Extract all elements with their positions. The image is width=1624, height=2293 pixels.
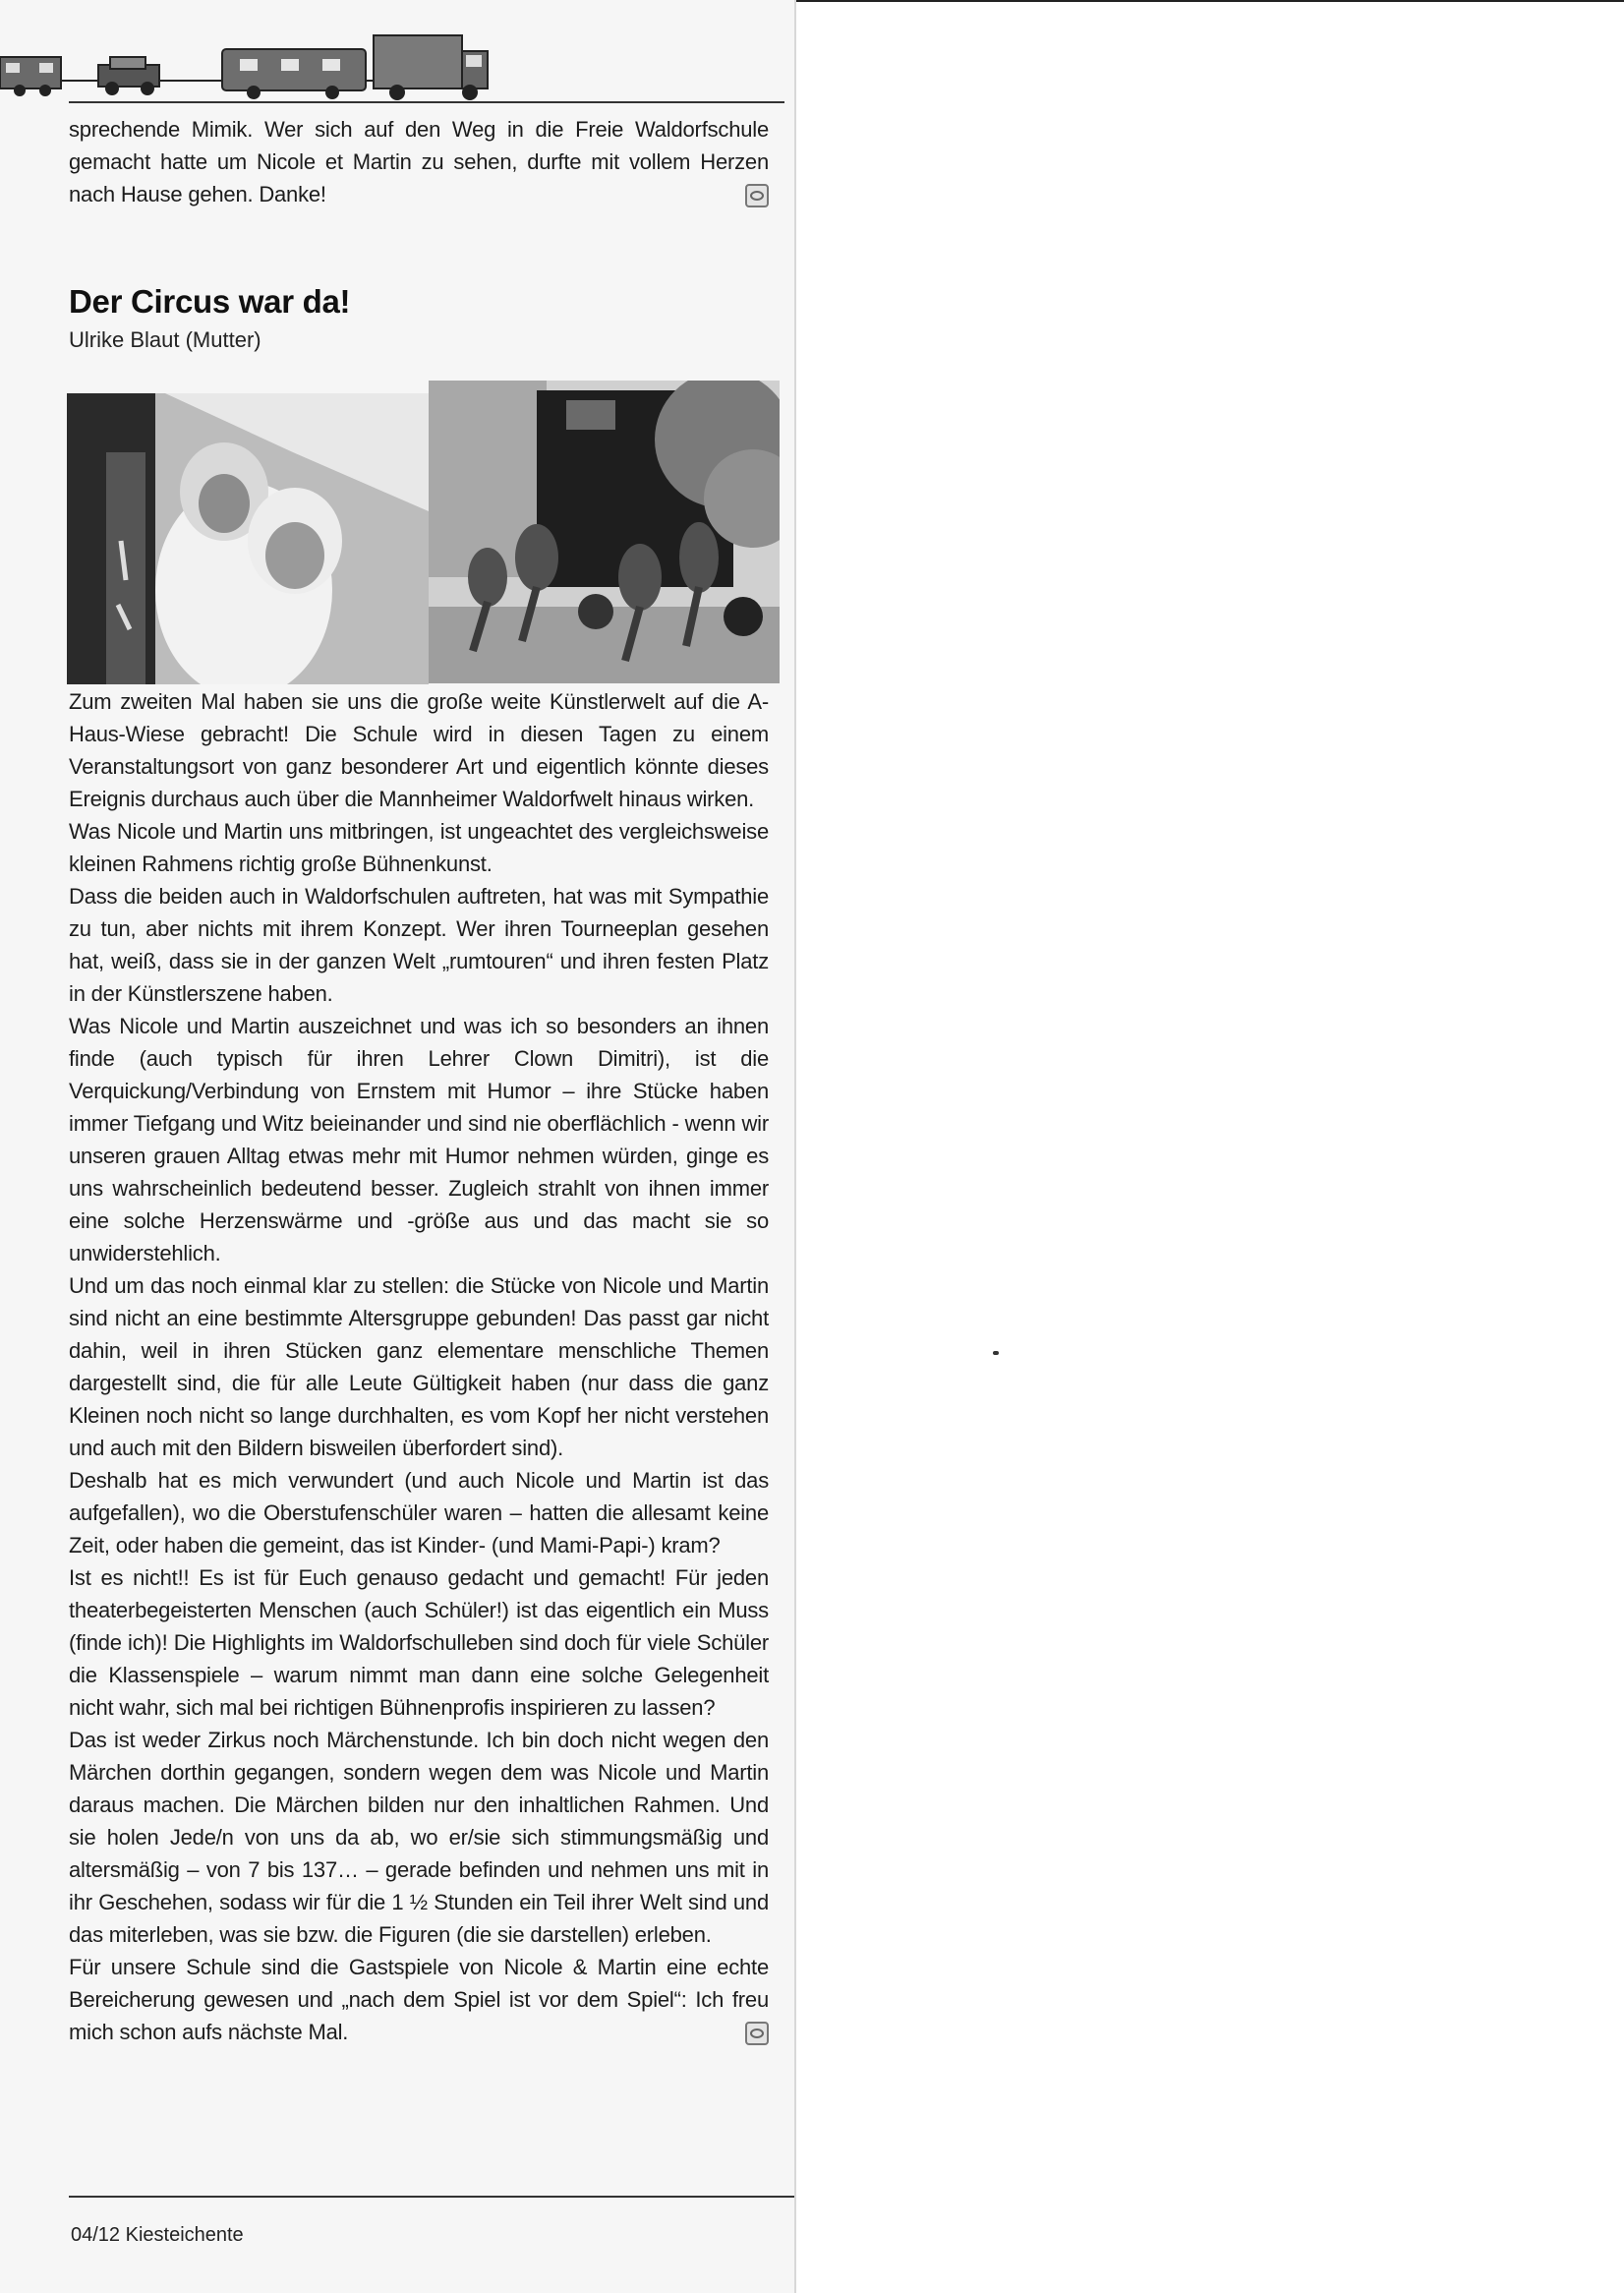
article-paragraph: Ist es nicht!! Es ist für Euch genauso gedacht und gemacht! Für jeden theaterbegeisterten Menschen (auch Schüler!) ist das eigentlich ein Muss (finde ich)! Die Highlights im Waldorfschulleben sind doch für viele Schüler die Klassenspiele – warum nimmt man dann eine solche Gelegenheit nicht wahr, sich mal bei richtigen Bühnenprofis inspirieren zu lassen?: [69, 1565, 769, 1720]
photo-performers-portrait: [67, 393, 429, 684]
article-paragraph: Was Nicole und Martin auszeichnet und was ich so besonders an ihnen finde (auch typisch für ihren Lehrer Clown Dimitri), ist die Verquickung/Verbindung von Ernstem mit Humor – ihre Stücke haben immer Tiefgang und Witz beieinander und sind nie oberflächlich - wenn wir unseren grauen Alltag etwas mehr mit Humor nehmen würden, ginge es uns wahrscheinlich bedeutend besser. Zugleich strahlt von ihnen immer eine solche Herzenswärme und -größe aus und das macht sie so unwiderstehlich.: [69, 1014, 769, 1265]
article-title: Der Circus war da!: [69, 283, 351, 320]
article-paragraph: Was Nicole und Martin uns mitbringen, ist ungeachtet des vergleichsweise kleinen Rahmens richtig große Bühnenkunst.: [69, 819, 769, 876]
article-paragraph: Und um das noch einmal klar zu stellen: die Stücke von Nicole und Martin sind nicht an eine bestimmte Altersgruppe gebunden! Das passt gar nicht dahin, weil in ihren Stücken ganz elementare menschliche Themen dargestellt sind, die für alle Leute Gültigkeit haben (nur dass die ganz Kleinen noch nicht so lange durchhalten, es vom Kopf her nicht verstehen und auch mit den Bildern bisweilen überfordert sind).: [69, 1273, 769, 1460]
closing-text: Für unsere Schule sind die Gastspiele von Nicole & Martin eine echte Bereicherung gewesen und „nach dem Spiel ist vor dem Spiel“: Ich freu mich schon aufs nächste Mal.: [69, 1955, 769, 2044]
previous-article-ending: [69, 113, 769, 210]
article-byline: Ulrike Blaut (Mutter): [69, 327, 261, 352]
intro-text: sprechende Mimik. Wer sich auf den Weg in die Freie Waldorfschule gemacht hatte um Nicole et Martin zu sehen, durfte mit vollem Herzen nach Hause gehen. Danke!: [69, 117, 769, 206]
article-paragraph: Das ist weder Zirkus noch Märchenstunde. Ich bin doch nicht wegen den Märchen dorthin gegangen, sondern wegen dem was Nicole und Martin daraus machen. Die Märchen bilden nur den inhaltlichen Rahmen. Und sie holen Jede/n von uns da ab, wo er/sie sich stimmungsmäßig und altersmäßig – von 7 bis 137… – gerade befinden und nehmen uns mit in ihr Geschehen, sodass wir für die 1 ½ Stunden ein Teil ihrer Welt sind und das miterleben, was sie bzw. die Figuren (die sie darstellen) erleben.: [69, 1728, 769, 1947]
duck-end-mark-icon: [745, 2022, 769, 2045]
header-rule: [69, 101, 784, 103]
caravan-convoy-illustration: [0, 29, 492, 103]
article-paragraph: Zum zweiten Mal haben sie uns die große weite Künstlerwelt auf die A-Haus-Wiese gebracht! Die Schule wird in diesen Tagen zu einem Veranstaltungsort von ganz besonderer Art und eigentlich könnte dieses Ereignis durchaus auch über die Mannheimer Waldorfwelt hinaus wirken.: [69, 689, 769, 811]
duck-end-mark-icon: [745, 184, 769, 207]
article-paragraph-last: [69, 1951, 769, 2048]
article-body: [69, 685, 769, 2048]
article-paragraph: Dass die beiden auch in Waldorfschulen auftreten, hat was mit Sympathie zu tun, aber nichts mit ihrem Konzept. Wer ihren Tourneeplan gesehen hat, weiß, dass sie in der ganzen Welt „rumtouren“ und ihren festen Platz in der Künstlerszene haben.: [69, 884, 769, 1006]
newsletter-page: [0, 0, 796, 2293]
article-paragraph: Deshalb hat es mich verwundert (und auch Nicole und Martin ist das aufgefallen), wo die Oberstufenschüler waren – hatten die allesamt keine Zeit, oder haben die gemeint, das ist Kinder- (und Mami-Papi-) kram?: [69, 1468, 769, 1558]
footer-issue-label: 04/12 Kiesteichente: [71, 2224, 244, 2246]
footer-rule: [69, 2196, 794, 2198]
scan-edge-line: [782, 0, 1624, 2]
photo-pushing-caravan: [429, 381, 780, 683]
scan-speck: [993, 1351, 999, 1355]
intro-paragraph: [69, 113, 769, 210]
